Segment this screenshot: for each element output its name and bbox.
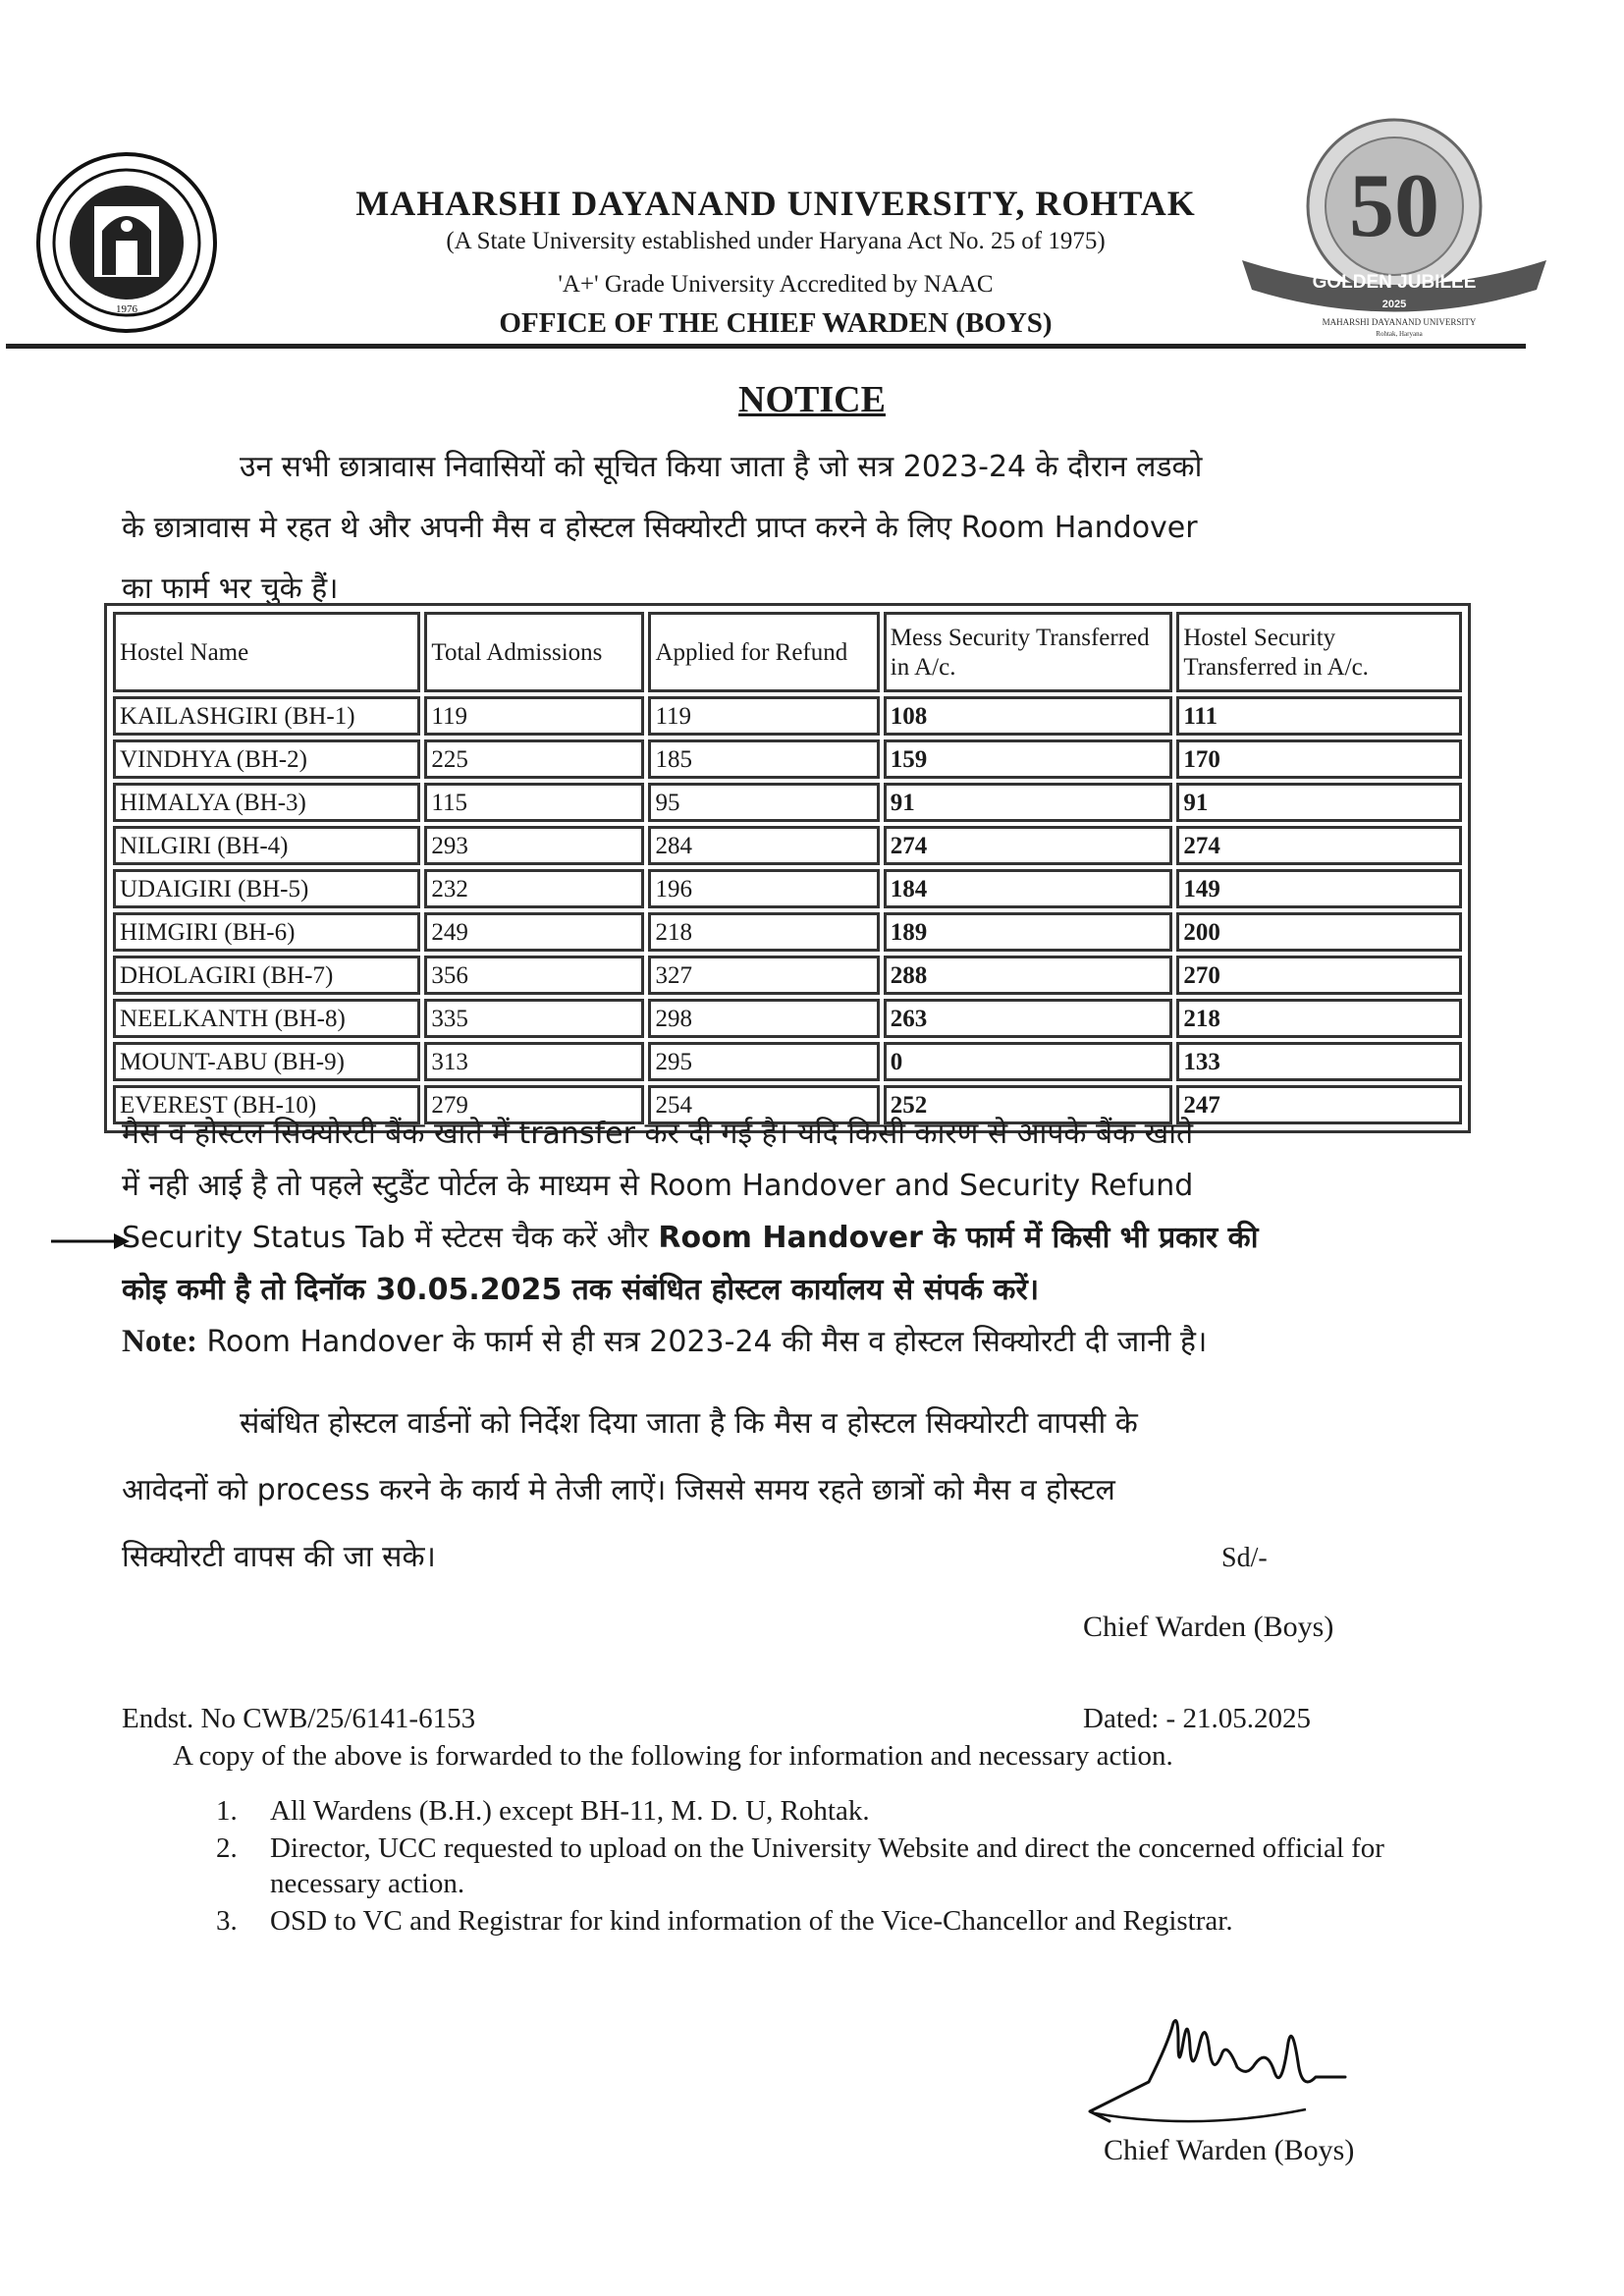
table-row	[113, 783, 1462, 822]
note-text: Room Handover के फार्म से ही सत्र 2023-24 की मैस व होस्टल सिक्योरटी दी जानी है।	[196, 1325, 1208, 1359]
total-admissions-cell: 279	[424, 1085, 644, 1124]
wardens-line-2: आवेदनों को process करने के कार्य मे तेजी लाऐं। जिससे समय रहते छात्रों को मैस व होस्टल	[122, 1473, 1115, 1507]
university-grade: 'A+' Grade University Accredited by NAAC	[558, 271, 994, 298]
golden-jubilee-logo	[1222, 113, 1566, 339]
hostel-security-cell: 218	[1176, 999, 1462, 1038]
jubilee-place: Rohtak, Haryana	[1376, 330, 1423, 338]
total-admissions-cell: 249	[424, 912, 644, 952]
transfer-line-2: में नही आई है तो पहले स्टुडैंट पोर्टल के माध्यम से Room Handover and Security Refund	[122, 1169, 1194, 1203]
hostel-name-cell: KAILASHGIRI (BH-1)	[113, 696, 420, 736]
signatory-title-1: Chief Warden (Boys)	[1083, 1611, 1334, 1643]
mess-security-cell: 263	[884, 999, 1173, 1038]
applied-refund-cell: 196	[648, 869, 879, 908]
transfer-line-3	[122, 1212, 1487, 1264]
hostel-security-cell: 111	[1176, 696, 1462, 736]
jubilee-number: 50	[1349, 155, 1439, 255]
intro-paragraph	[122, 437, 1487, 620]
applied-refund-cell: 298	[648, 999, 879, 1038]
university-name: MAHARSHI DAYANAND UNIVERSITY, ROHTAK	[355, 184, 1196, 223]
table-row	[113, 696, 1462, 736]
intro-line-2: के छात्रावास मे रहत थे और अपनी मैस व होस्टल सिक्योरटी प्राप्त करने के लिए Room Handover	[122, 511, 1198, 545]
list-item-text: All Wardens (B.H.) except BH-11, M. D. U, Rohtak.	[270, 1795, 870, 1827]
list-item	[216, 1903, 1492, 1939]
mess-security-cell: 189	[884, 912, 1173, 952]
table-row	[113, 1042, 1462, 1081]
intro-line-1: उन सभी छात्रावास निवासियों को सूचित किया जाता है जो सत्र 2023-24 के दौरान लडको	[240, 450, 1203, 484]
hostel-name-cell: DHOLAGIRI (BH-7)	[113, 956, 420, 995]
hostel-name-cell: UDAIGIRI (BH-5)	[113, 869, 420, 908]
transfer-line-1: मैस व होस्टल सिक्योरटी बैंक खाते में transfer कर दी गई है। यदि किसी कारण से आपके बैंक खाते	[122, 1117, 1194, 1151]
copy-forward-line: A copy of the above is forwarded to the following for information and necessary action.	[173, 1740, 1173, 1772]
list-item-number: 1.	[216, 1795, 238, 1827]
office-name: OFFICE OF THE CHIEF WARDEN (BOYS)	[499, 307, 1053, 339]
total-admissions-cell: 115	[424, 783, 644, 822]
hostel-name-cell: EVEREST (BH-10)	[113, 1085, 420, 1124]
transfer-paragraph	[122, 1108, 1487, 1368]
col-header-mess-security: Mess Security Transferred in A/c.	[884, 612, 1173, 692]
mess-security-cell: 91	[884, 783, 1173, 822]
header-divider	[6, 344, 1526, 349]
hostel-security-cell: 149	[1176, 869, 1462, 908]
transfer-line-4	[122, 1264, 1487, 1316]
applied-refund-cell: 327	[648, 956, 879, 995]
hostel-security-cell: 274	[1176, 826, 1462, 865]
arrow-right-icon	[51, 1230, 130, 1253]
transfer-line-3-b: Room Handover के फार्म में किसी भी प्रकार की	[658, 1221, 1259, 1255]
col-header-applied-refund: Applied for Refund	[648, 612, 879, 692]
jubilee-banner: GOLDEN JUBILEE	[1312, 272, 1477, 293]
endorsement-number: Endst. No CWB/25/6141-6153	[122, 1703, 476, 1734]
hostel-security-cell: 247	[1176, 1085, 1462, 1124]
table-row	[113, 869, 1462, 908]
mess-security-cell: 108	[884, 696, 1173, 736]
hostel-security-cell: 91	[1176, 783, 1462, 822]
applied-refund-cell: 254	[648, 1085, 879, 1124]
list-item-number: 2.	[216, 1832, 238, 1864]
hostel-security-cell: 200	[1176, 912, 1462, 952]
list-item	[216, 1831, 1492, 1901]
applied-refund-cell: 218	[648, 912, 879, 952]
data-table	[109, 608, 1466, 1128]
mess-security-cell: 252	[884, 1085, 1173, 1124]
document-date: Dated: - 21.05.2025	[1083, 1703, 1311, 1734]
applied-refund-cell: 185	[648, 739, 879, 779]
applied-refund-cell: 295	[648, 1042, 879, 1081]
transfer-line-3-a: Security Status Tab में स्टेटस चैक करें और	[122, 1221, 659, 1255]
wardens-line-3: सिक्योरटी वापस की जा सके।	[122, 1540, 436, 1574]
total-admissions-cell: 356	[424, 956, 644, 995]
applied-refund-cell: 119	[648, 696, 879, 736]
hostel-name-cell: MOUNT-ABU (BH-9)	[113, 1042, 420, 1081]
list-item	[216, 1793, 1492, 1829]
total-admissions-cell: 119	[424, 696, 644, 736]
list-item-text: OSD to VC and Registrar for kind information of the Vice-Chancellor and Registrar.	[270, 1905, 1233, 1937]
intro-line-3: का फार्म भर चुके हैं।	[122, 572, 339, 606]
table-row	[113, 956, 1462, 995]
university-seal-logo	[33, 147, 220, 339]
total-admissions-cell: 232	[424, 869, 644, 908]
seal-year: 1976	[116, 303, 137, 315]
hostel-security-cell: 133	[1176, 1042, 1462, 1081]
table-row	[113, 826, 1462, 865]
hostel-name-cell: HIMGIRI (BH-6)	[113, 912, 420, 952]
applied-refund-cell: 95	[648, 783, 879, 822]
table-header-row	[113, 612, 1462, 692]
mess-security-cell: 159	[884, 739, 1173, 779]
note-label: Note:	[122, 1324, 197, 1359]
table-row	[113, 999, 1462, 1038]
mess-security-cell: 0	[884, 1042, 1173, 1081]
mess-security-cell: 184	[884, 869, 1173, 908]
hostel-name-cell: NILGIRI (BH-4)	[113, 826, 420, 865]
signed-marker: Sd/-	[1221, 1543, 1268, 1573]
table-row	[113, 912, 1462, 952]
wardens-line-1: संबंधित होस्टल वार्डनों को निर्देश दिया जाता है कि मैस व होस्टल सिक्योरटी वापसी के	[240, 1406, 1138, 1441]
total-admissions-cell: 293	[424, 826, 644, 865]
hostel-security-cell: 170	[1176, 739, 1462, 779]
list-item-text: Director, UCC requested to upload on the University Website and direct the concerned official for necessary action.	[270, 1832, 1384, 1899]
hostel-name-cell: HIMALYA (BH-3)	[113, 783, 420, 822]
total-admissions-cell: 313	[424, 1042, 644, 1081]
col-header-total-admissions: Total Admissions	[424, 612, 644, 692]
notice-title: NOTICE	[738, 379, 886, 420]
jubilee-year: 2025	[1381, 299, 1407, 310]
signatory-title-2: Chief Warden (Boys)	[1104, 2134, 1355, 2166]
hostel-name-cell: VINDHYA (BH-2)	[113, 739, 420, 779]
hostel-name-cell: NEELKANTH (BH-8)	[113, 999, 420, 1038]
mess-security-cell: 274	[884, 826, 1173, 865]
university-act: (A State University established under Haryana Act No. 25 of 1975)	[446, 228, 1106, 254]
note-line	[122, 1316, 1487, 1368]
applied-refund-cell: 284	[648, 826, 879, 865]
jubilee-caption: MAHARSHI DAYANAND UNIVERSITY	[1322, 317, 1477, 327]
list-item-number: 3.	[216, 1905, 238, 1937]
total-admissions-cell: 225	[424, 739, 644, 779]
wardens-paragraph	[122, 1391, 1487, 1591]
deadline-text: कोइ कमी है तो दिनॉक 30.05.2025 तक संबंधित होस्टल कार्यालय से संपर्क करें।	[122, 1273, 1040, 1307]
table-row	[113, 739, 1462, 779]
mess-security-cell: 288	[884, 956, 1173, 995]
col-header-hostel-security: Hostel Security Transferred in A/c.	[1176, 612, 1462, 692]
hostel-security-cell: 270	[1176, 956, 1462, 995]
total-admissions-cell: 335	[424, 999, 644, 1038]
handwritten-signature	[1080, 1984, 1434, 2141]
distribution-list	[216, 1793, 1492, 1941]
hostel-security-table	[104, 603, 1471, 1133]
col-header-hostel-name: Hostel Name	[113, 612, 420, 692]
